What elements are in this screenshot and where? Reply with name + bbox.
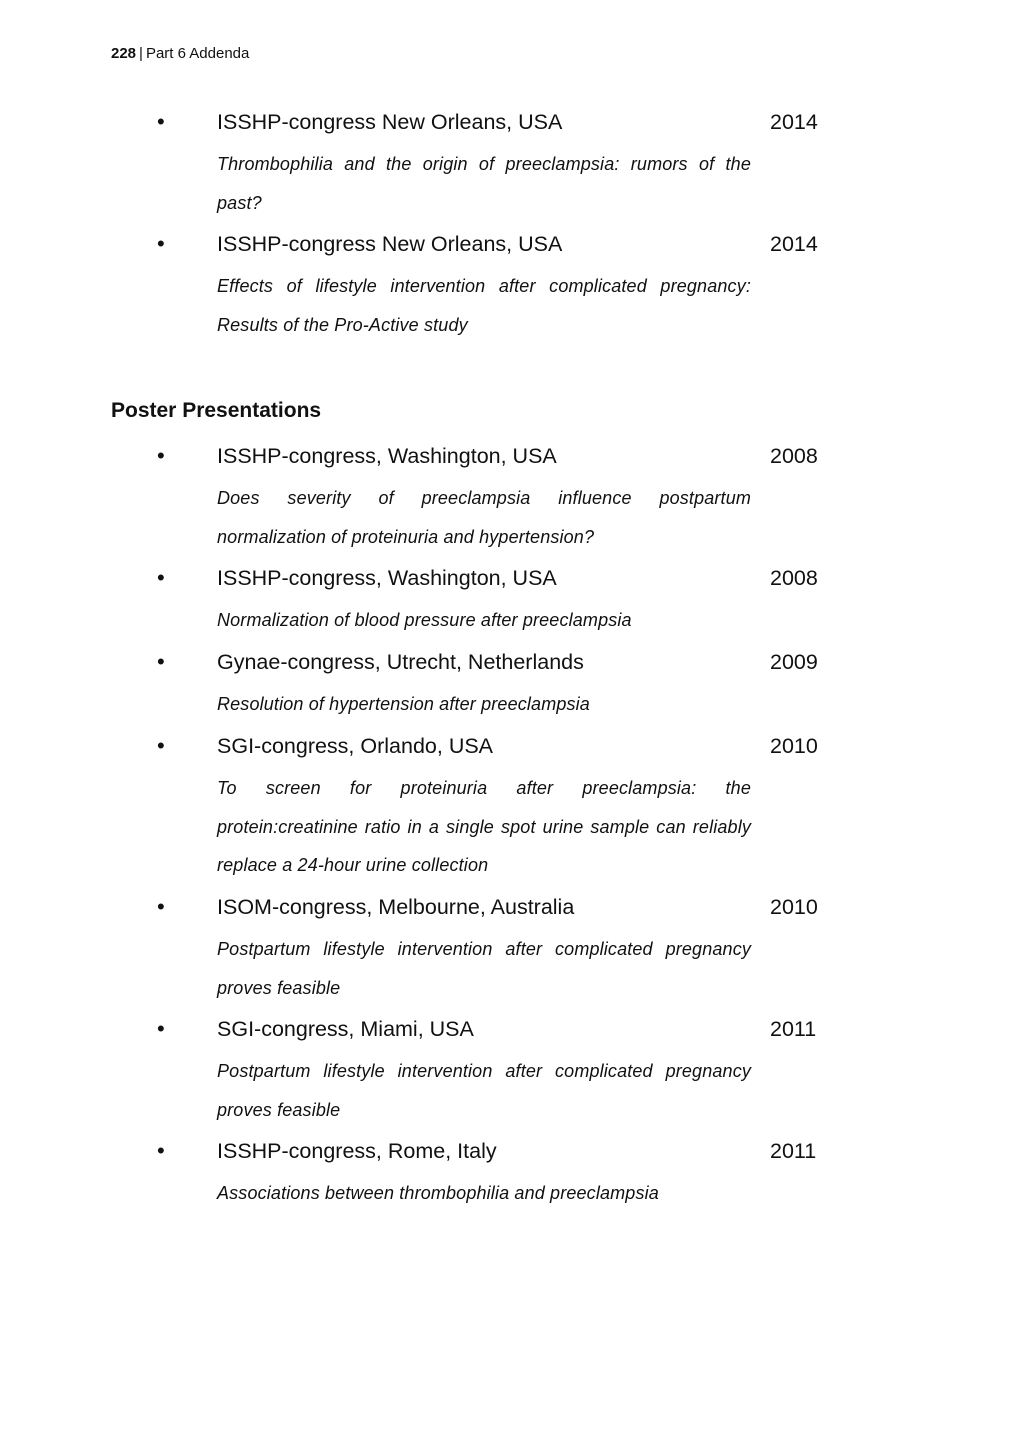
- bullet: •: [157, 443, 165, 468]
- presentation-title: Thrombophilia and the origin of preeclampsia: rumors of the past?: [217, 154, 751, 213]
- header-separator: |: [139, 45, 143, 62]
- congress-title: ISSHP-congress, Rome, Italy: [217, 1139, 497, 1163]
- congress-title: ISSHP-congress New Orleans, USA: [217, 232, 563, 256]
- presentation-title: Associations between thrombophilia and preeclampsia: [217, 1183, 659, 1203]
- congress-title: ISSHP-congress New Orleans, USA: [217, 110, 563, 134]
- bullet: •: [157, 1016, 165, 1041]
- presentation-title: Postpartum lifestyle intervention after complicated pregnancy proves feasible: [217, 1061, 751, 1120]
- congress-title: SGI-congress, Miami, USA: [217, 1017, 474, 1041]
- section-heading: Poster Presentations: [111, 399, 322, 422]
- congress-title: Gynae-congress, Utrecht, Netherlands: [217, 650, 584, 674]
- bullet: •: [157, 565, 165, 590]
- presentation-title: Effects of lifestyle intervention after complicated pregnancy: Results of the Pro-Active study: [217, 276, 751, 335]
- congress-title: ISSHP-congress, Washington, USA: [217, 566, 557, 590]
- congress-title: ISSHP-congress, Washington, USA: [217, 444, 557, 468]
- presentation-title: Resolution of hypertension after preeclampsia: [217, 694, 590, 714]
- congress-year: 2008: [770, 566, 818, 590]
- bullet: •: [157, 109, 165, 134]
- bullet: •: [157, 894, 165, 919]
- congress-year: 2010: [770, 895, 818, 919]
- bullet: •: [157, 649, 165, 674]
- congress-year: 2011: [770, 1139, 817, 1163]
- congress-year: 2010: [770, 734, 818, 758]
- congress-year: 2014: [770, 110, 818, 134]
- congress-year: 2008: [770, 444, 818, 468]
- presentation-title: To screen for proteinuria after preeclampsia: the protein:creatinine ratio in a single spot urine sample can reliably replace a 24-hour urine collection: [217, 778, 751, 875]
- bullet: •: [157, 231, 165, 256]
- bullet: •: [157, 733, 165, 758]
- header-section: Part 6 Addenda: [145, 45, 250, 62]
- presentation-title: Does severity of preeclampsia influence postpartum normalization of proteinuria and hypertension?: [217, 488, 751, 547]
- page-number: 228: [111, 45, 137, 62]
- congress-title: ISOM-congress, Melbourne, Australia: [217, 895, 575, 919]
- congress-year: 2014: [770, 232, 818, 256]
- presentation-title: Normalization of blood pressure after preeclampsia: [217, 610, 632, 630]
- congress-title: SGI-congress, Orlando, USA: [217, 734, 494, 758]
- running-header: [111, 44, 249, 64]
- congress-year: 2011: [770, 1017, 817, 1041]
- presentation-title: Postpartum lifestyle intervention after complicated pregnancy proves feasible: [217, 939, 751, 998]
- bullet: •: [157, 1138, 165, 1163]
- congress-year: 2009: [770, 650, 818, 674]
